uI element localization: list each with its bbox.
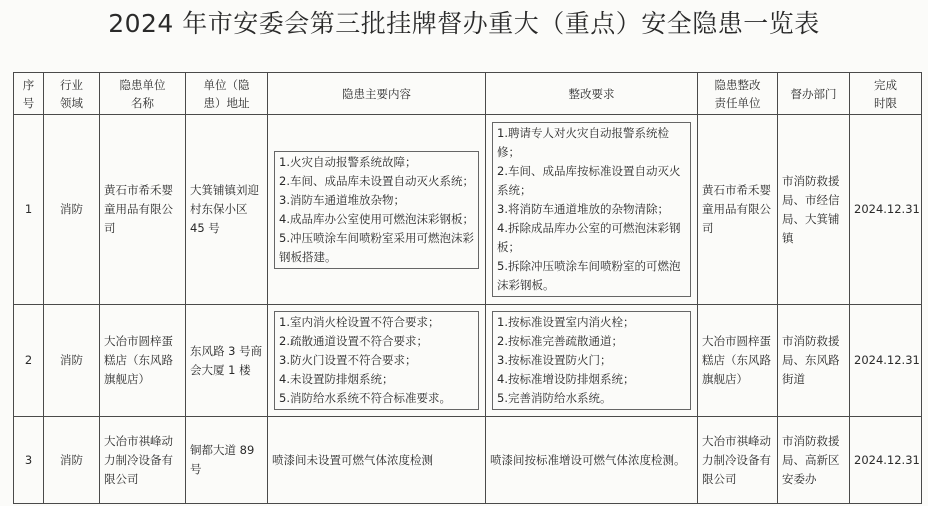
table-row — [14, 305, 922, 417]
cell-responsible: 大冶市圆梓蛋糕店（东风路旗舰店） — [698, 305, 778, 417]
header-requirement: 整改要求 — [486, 73, 698, 115]
header-industry: 行业 领域 — [44, 73, 100, 115]
table-row — [14, 115, 922, 305]
requirement-item: 4.按标准增设防排烟系统； — [497, 372, 635, 386]
table-row — [14, 417, 922, 504]
cell-unit: 大冶市祺峰动力制冷设备有限公司 — [100, 417, 186, 504]
content-item: 1.火灾自动报警系统故障； — [279, 154, 417, 169]
cell-supervisor: 市消防救援局、市经信局、大箕铺镇 — [778, 115, 850, 305]
requirement-item: 4.拆除成品库办公室的可燃泡沫彩钢板； — [497, 221, 681, 254]
cell-industry: 消防 — [44, 115, 100, 305]
cell-deadline: 2024.12.31 — [850, 115, 922, 305]
content-item: 喷漆间未设置可燃气体浓度检测 — [272, 452, 433, 467]
header-supervisor: 督办部门 — [778, 73, 850, 115]
cell-content — [268, 305, 486, 417]
cell-address: 东风路 3 号商会大厦 1 楼 — [186, 305, 268, 417]
header-deadline: 完成 时限 — [850, 73, 922, 115]
content-item: 5.冲压喷涂车间喷粉室采用可燃泡沫彩钢板搭建。 — [279, 230, 474, 264]
requirement-item: 3.将消防车通道堆放的杂物清除； — [497, 202, 669, 216]
document-title: 2024 年市安委会第三批挂牌督办重大（重点）安全隐患一览表 — [108, 9, 820, 38]
cell-responsible: 黄石市希禾婴童用品有限公司 — [698, 115, 778, 305]
requirement-item: 5.拆除冲压喷涂车间喷粉室的可燃泡沫彩钢板。 — [497, 259, 681, 292]
cell-address: 大箕铺镇刘迎村东保小区 45 号 — [186, 115, 268, 305]
cell-content — [268, 115, 486, 305]
content-item: 2.车间、成品库未设置自动灭火系统； — [279, 173, 474, 188]
requirement-item: 喷漆间按标准增设可燃气体浓度检测。 — [490, 452, 686, 467]
cell-responsible: 大冶市祺峰动力制冷设备有限公司 — [698, 417, 778, 504]
requirement-item: 2.按标准完善疏散通道； — [497, 334, 623, 348]
content-item: 1.室内消火栓设置不符合要求； — [279, 315, 440, 329]
requirement-item: 3.按标准设置防火门； — [497, 353, 612, 367]
content-item: 5.消防给水系统不符合标准要求。 — [279, 391, 451, 405]
cell-supervisor: 市消防救援局、高新区安委办 — [778, 417, 850, 504]
header-responsible: 隐患整改 责任单位 — [698, 73, 778, 115]
cell-address: 铜都大道 89 号 — [186, 417, 268, 504]
header-address: 单位（隐 患）地址 — [186, 73, 268, 115]
requirement-item: 5.完善消防给水系统。 — [497, 391, 612, 405]
cell-seq: 1 — [14, 115, 44, 305]
content-item: 2.疏散通道设置不符合要求； — [279, 334, 428, 348]
content-item: 4.未设置防排烟系统； — [279, 372, 394, 386]
requirement-item: 2.车间、成品库按标准设置自动灭火系统； — [497, 164, 681, 197]
content-item: 3.消防车通道堆放杂物； — [279, 192, 405, 207]
requirement-item: 1.按标准设置室内消火栓； — [497, 315, 635, 329]
cell-requirement — [486, 305, 698, 417]
cell-deadline: 2024.12.31 — [850, 417, 922, 504]
cell-supervisor: 市消防救援局、东风路街道 — [778, 305, 850, 417]
cell-seq: 2 — [14, 305, 44, 417]
cell-requirement — [486, 417, 698, 504]
content-item: 4.成品库办公室使用可燃泡沫彩钢板； — [279, 211, 474, 226]
requirement-item: 1.聘请专人对火灾自动报警系统检修； — [497, 126, 669, 159]
cell-content — [268, 417, 486, 504]
cell-seq: 3 — [14, 417, 44, 504]
header-content: 隐患主要内容 — [268, 73, 486, 115]
cell-unit: 黄石市希禾婴童用品有限公司 — [100, 115, 186, 305]
table-header-row — [14, 73, 922, 115]
cell-deadline: 2024.12.31 — [850, 305, 922, 417]
header-unit: 隐患单位 名称 — [100, 73, 186, 115]
cell-industry: 消防 — [44, 417, 100, 504]
cell-unit: 大冶市圆梓蛋糕店（东风路旗舰店） — [100, 305, 186, 417]
cell-requirement — [486, 115, 698, 305]
content-item: 3.防火门设置不符合要求； — [279, 353, 417, 367]
cell-industry: 消防 — [44, 305, 100, 417]
header-seq: 序 号 — [14, 73, 44, 115]
hazard-table — [13, 72, 922, 504]
